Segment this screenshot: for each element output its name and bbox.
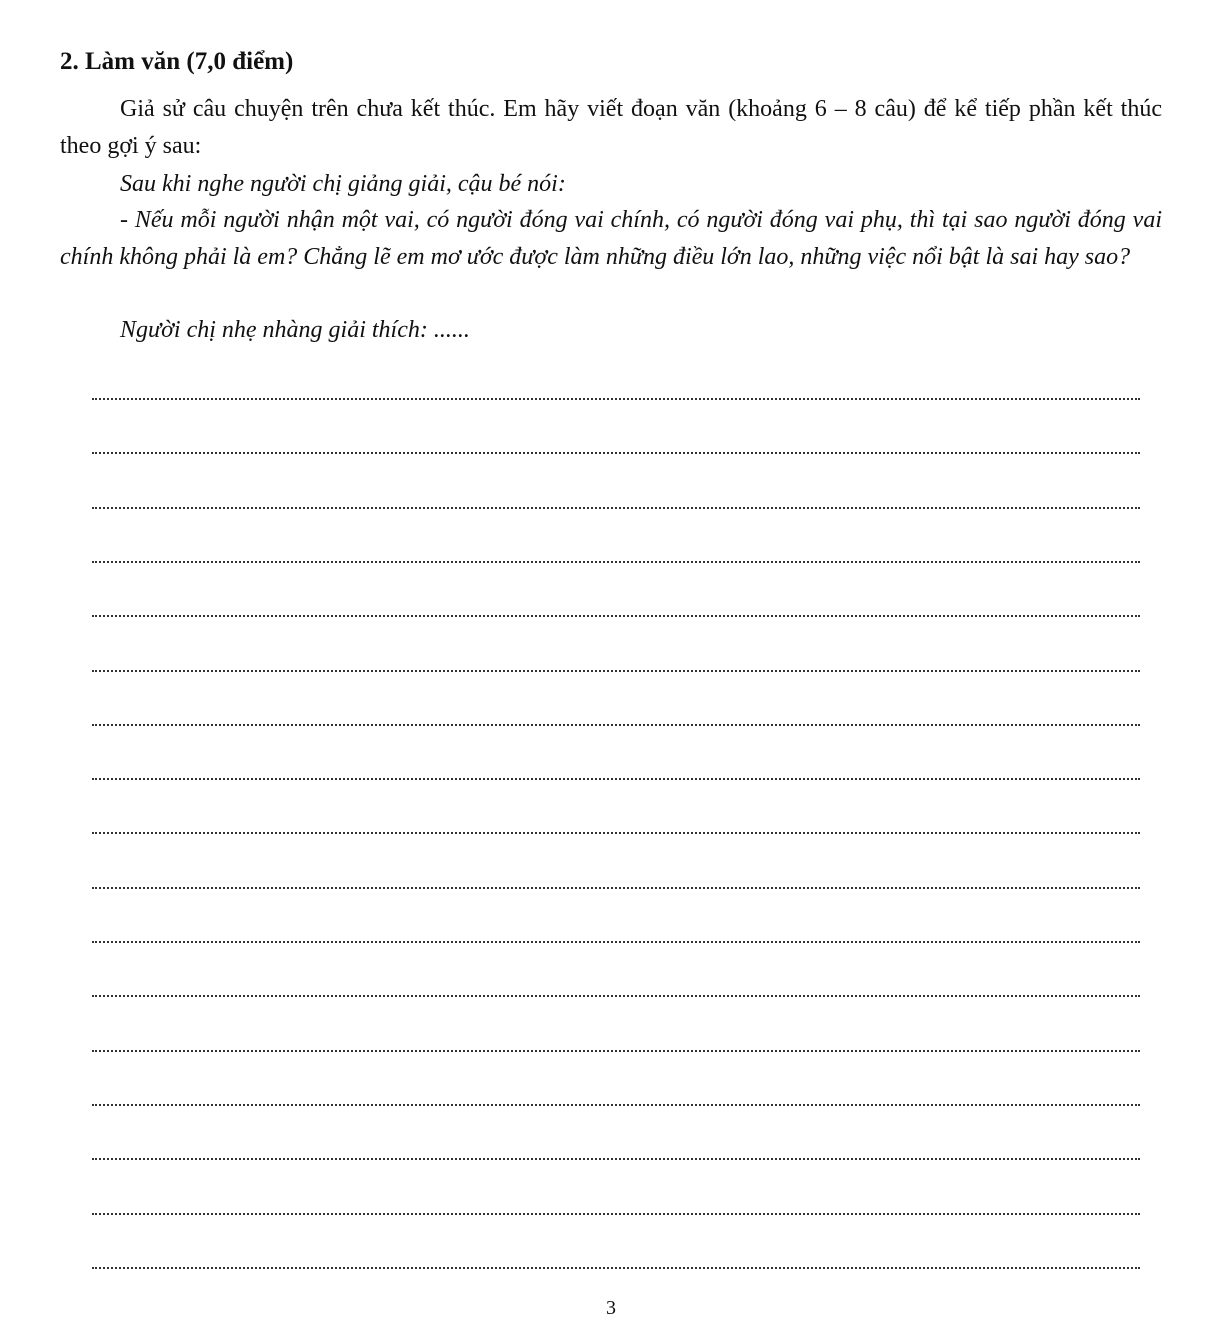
section-heading: 2. Làm văn (7,0 điểm) bbox=[60, 48, 294, 75]
answer-line[interactable] bbox=[92, 398, 1140, 400]
answer-line[interactable] bbox=[92, 670, 1140, 672]
answer-line[interactable] bbox=[92, 832, 1140, 834]
answer-line[interactable] bbox=[92, 941, 1140, 943]
answer-line[interactable] bbox=[92, 887, 1140, 889]
answer-line[interactable] bbox=[92, 995, 1140, 997]
answer-line[interactable] bbox=[92, 1213, 1140, 1215]
answer-line[interactable] bbox=[92, 615, 1140, 617]
boy-dialogue-text: - Nếu mỗi người nhận một vai, có người đóng vai chính, có người đóng vai phụ, thì tại sao người đóng vai chính không phải là em? Chẳng lẽ em mơ ước được làm những điều lớn lao, những việc nổi bật là sai hay sao? bbox=[60, 207, 1162, 270]
answer-line[interactable] bbox=[92, 1267, 1140, 1269]
answer-line[interactable] bbox=[92, 1104, 1140, 1106]
answer-line[interactable] bbox=[92, 561, 1140, 563]
answer-line[interactable] bbox=[92, 1050, 1140, 1052]
answer-area[interactable] bbox=[92, 0, 1140, 1326]
answer-line[interactable] bbox=[92, 778, 1140, 780]
answer-line[interactable] bbox=[92, 452, 1140, 454]
answer-line[interactable] bbox=[92, 507, 1140, 509]
page-number: 3 bbox=[606, 1297, 616, 1319]
answer-line[interactable] bbox=[92, 1158, 1140, 1160]
answer-line[interactable] bbox=[92, 724, 1140, 726]
continuation-prompt: Người chị nhẹ nhàng giải thích: ...... bbox=[120, 317, 470, 343]
story-intro-text: Sau khi nghe người chị giảng giải, cậu bé nói: bbox=[120, 171, 566, 197]
writing-prompt: Giả sử câu chuyện trên chưa kết thúc. Em hãy viết đoạn văn (khoảng 6 – 8 câu) để kể tiếp phần kết thúc theo gợi ý sau: bbox=[60, 96, 1162, 159]
